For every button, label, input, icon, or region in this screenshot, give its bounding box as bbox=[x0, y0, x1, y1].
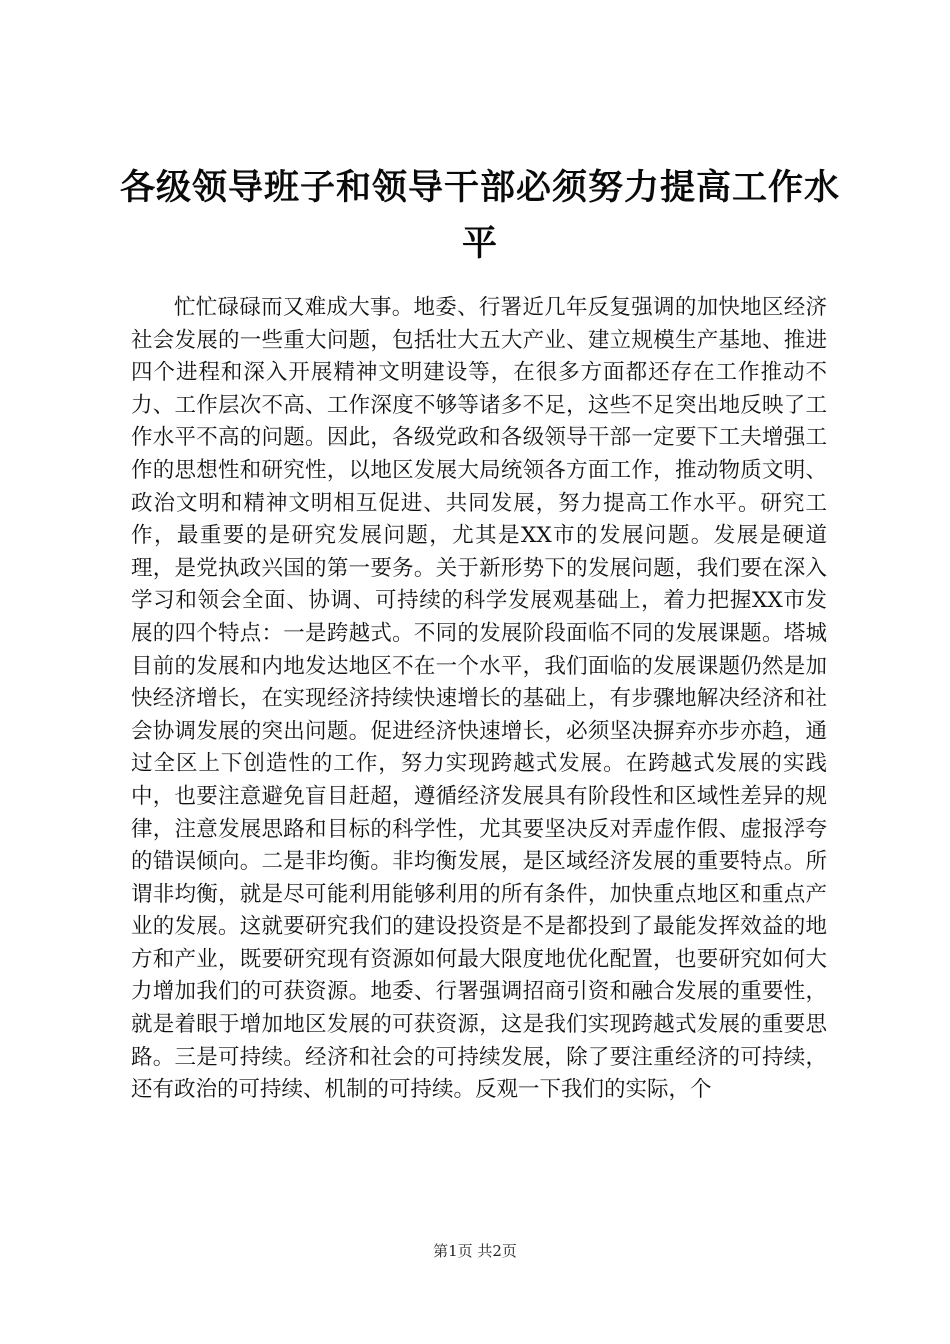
document-title: 各级领导班子和领导干部必须努力提高工作水平 bbox=[120, 167, 841, 264]
body-paragraph: 忙忙碌碌而又难成大事。地委、行署近几年反复强调的加快地区经济社会发展的一些重大问题，包括壮大五大产业、建立规模生产基地、推进四个进程和深入开展精神文明建设等，在很多方面都还存在工作推动不力、工作层次不高、工作深度不够等诸多不足，这些不足突出地反映了工作水平不高的问题。因此，各级党政和各级领导干部一定要下工夫增强工作的思想性和研究性，以地区发展大局统领各方面工作，推动物质文明、政治文明和精神文明相互促进、共同发展，努力提高工作水平。研究工作，最重要的是研究发展问题，尤其是XX市的发展问题。发展是硬道理，是党执政兴国的第一要务。关于新形势下的发展问题，我们要在深入学习和领会全面、协调、可持续的科学发展观基础上，着力把握XX市发展的四个特点：一是跨越式。不同的发展阶段面临不同的发展课题。塔城目前的发展和内地发达地区不在一个水平，我们面临的发展课题仍然是加快经济增长，在实现经济持续快速增长的基础上，有步骤地解决经济和社会协调发展的突出问题。促进经济快速增长，必须坚决摒弃亦步亦趋，通过全区上下创造性的工作，努力实现跨越式发展。在跨越式发展的实践中，也要注意避免盲目赶超，遵循经济发展具有阶段性和区域性差异的规律，注意发展思路和目标的科学性，尤其要坚决反对弄虚作假、虚报浮夸的错误倾向。二是非均衡。非均衡发展，是区域经济发展的重要特点。所谓非均衡，就是尽可能利用能够利用的所有条件，加快重点地区和重点产业的发展。这就要研究我们的建设投资是不是都投到了最能发挥效益的地方和产业，既要研究现有资源如何最大限度地优化配置，也要研究如何大力增加我们的可获资源。地委、行署强调招商引资和融合发展的重要性，就是着眼于增加地区发展的可获资源，这是我们实现跨越式发展的重要思路。三是可持续。经济和社会的可持续发展，除了要注重经济的可持续，还有政治的可持续、机制的可持续。反观一下我们的实际，个 bbox=[131, 295, 827, 1103]
page-number-footer: 第1页 共2页 bbox=[433, 1242, 517, 1260]
